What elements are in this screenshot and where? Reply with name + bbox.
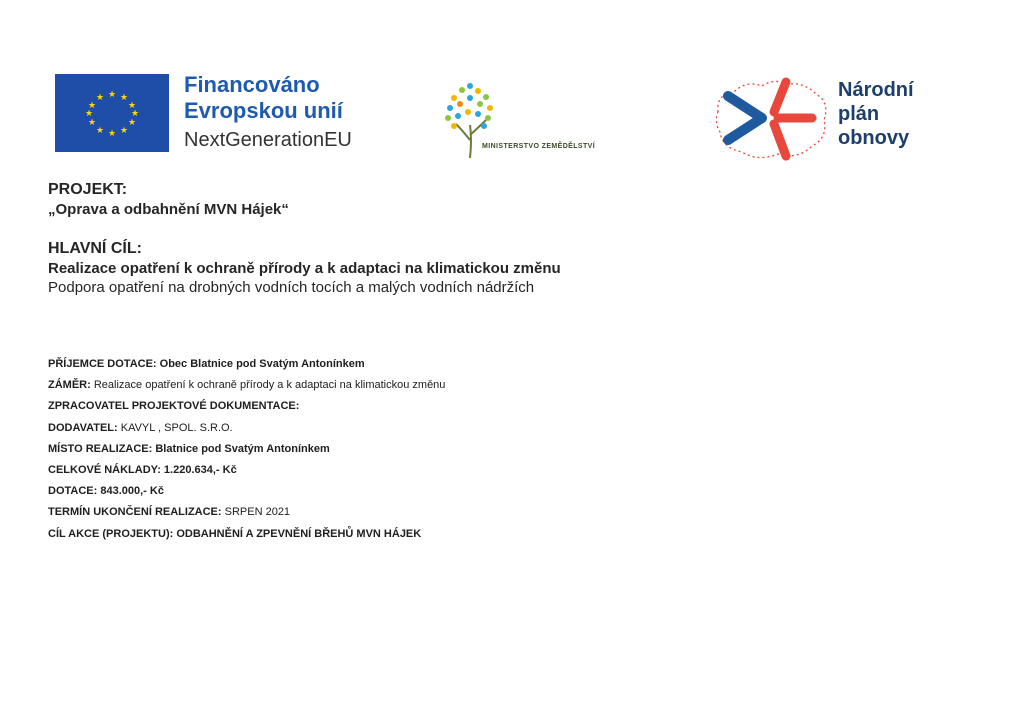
project-info-list [48,354,445,545]
info-value: 843.000,- Kč [100,485,164,498]
info-row-supplier [48,418,445,439]
info-value: KAVYL , SPOL. S.R.O. [120,421,233,434]
ministry-logo [440,80,630,160]
info-value: 1.220.634,- Kč [163,464,237,477]
info-row-documentation [48,396,445,417]
svg-text:★: ★ [84,109,94,119]
info-value: Realizace opatření k ochraně přírody a k adaptaci na klimatickou změnu [93,379,446,392]
ministry-name: MINISTERSTVO ZEMĚDĚLSTVÍ [482,143,596,150]
info-label: DODAVATEL: [48,421,118,434]
eu-stars-icon [55,74,169,152]
info-label: ZÁMĚR: [48,379,91,392]
project-label: PROJEKT: [48,181,128,198]
info-value: Blatnice pod Svatým Antonínkem [155,442,330,455]
svg-text:★: ★ [119,93,129,103]
svg-text:★: ★ [87,101,97,111]
svg-text:★: ★ [107,90,117,100]
goal-main: Realizace opatření k ochraně přírody a k adaptaci na klimatickou změnu [48,260,561,277]
info-row-total-cost [48,460,445,481]
info-value: SRPEN 2021 [224,506,291,519]
svg-text:★: ★ [127,118,137,128]
eu-line-nextgen: NextGenerationEU [184,129,352,151]
npo-line-2: plán [838,103,880,125]
project-name: „Oprava a odbahnění MVN Hájek“ [48,201,289,218]
info-value: Obec Blatnice pod Svatým Antonínkem [159,358,365,370]
info-label: MÍSTO REALIZACE: [48,442,153,455]
npo-line-3: obnovy [838,127,910,149]
info-label: PŘÍJEMCE DOTACE: [48,358,157,370]
info-label: ZPRACOVATEL PROJEKTOVÉ DOKUMENTACE: [48,400,300,413]
eu-line-funded: Financováno [184,72,320,97]
svg-text:★: ★ [127,101,137,111]
info-row-subsidy [48,481,445,502]
svg-text:★: ★ [119,126,129,136]
svg-text:★: ★ [107,129,117,139]
info-row-deadline [48,502,445,523]
goal-sub: Podpora opatření na drobných vodních tocích a malých vodních nádržích [48,279,535,296]
info-value: ODBAHNĚNÍ A ZPEVNĚNÍ BŘEHŮ MVN HÁJEK [176,527,422,540]
eu-flag-logo [55,74,169,152]
info-row-location [48,439,445,460]
svg-text:★: ★ [95,93,105,103]
npo-mark-icon [712,72,832,167]
goal-label: HLAVNÍ CÍL: [48,240,142,257]
info-label: CELKOVÉ NÁKLADY: [48,464,161,477]
svg-text:★: ★ [87,118,97,128]
info-label: TERMÍN UKONČENÍ REALIZACE: [48,506,222,519]
npo-logo [712,72,952,167]
info-row-recipient [48,354,445,375]
eu-funding-text [184,72,352,154]
eu-line-union: Evropskou unií [184,98,343,123]
info-label: DOTACE: [48,485,98,498]
npo-line-1: Národní [838,79,914,101]
info-label: CÍL AKCE (PROJEKTU): [48,527,174,540]
info-row-goal [48,524,445,545]
info-row-intent [48,375,445,396]
svg-text:★: ★ [95,126,105,136]
svg-text:★: ★ [130,109,140,119]
npo-title [838,78,914,150]
